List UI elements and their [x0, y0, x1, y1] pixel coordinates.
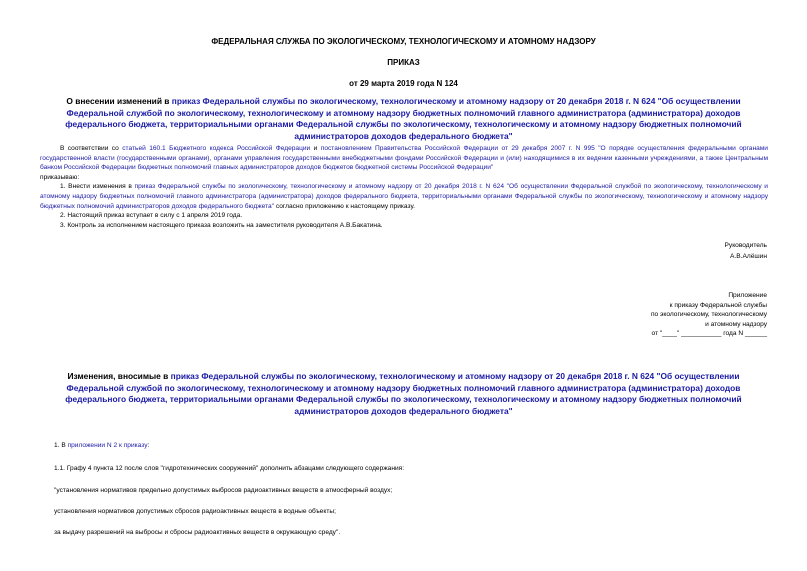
- government-decree-link[interactable]: постановлением Правительства Российской Федерации от 29 декабря 2007 г. N 995 "О порядке осуществления федеральными органами государственной власти (государственными органами), органами управления государственными внебюджетными фондами Российской Федерации и (или) находящимися в их ведении казенными учреждениями, а также Центральным банком Российской Федерации бюджетных полномочий главных администраторов доходов бюджетов бюджетной системы Российской Федерации": [40, 145, 768, 172]
- organization-heading: ФЕДЕРАЛЬНАЯ СЛУЖБА ПО ЭКОЛОГИЧЕСКОМУ, ТЕХНОЛОГИЧЕСКОМУ И АТОМНОМУ НАДЗОРУ: [211, 37, 596, 46]
- item-2: 2. Настоящий приказ вступает в силу с 1 апреля 2019 года.: [60, 212, 243, 220]
- signer-role: Руководитель: [724, 242, 767, 249]
- item-3: 3. Контроль за исполнением настоящего приказа возложить на заместителя руководителя А.В.Бакатина.: [60, 221, 383, 229]
- item-1-text: 1. Внести изменения в: [60, 183, 135, 191]
- change-item-1-1: 1.1. Графу 4 пункта 12 после слов "гидротехнических сооружений" дополнить абзацами следующего содержания:: [54, 465, 405, 472]
- annex-header: [651, 291, 767, 339]
- budget-code-link[interactable]: статьей 160.1 Бюджетного кодекса Российской Федерации: [122, 145, 311, 152]
- annex-line: к приказу Федеральной службы: [669, 301, 767, 309]
- annex-line: по экологическому, технологическому: [650, 311, 767, 319]
- annex-line: Приложение: [728, 292, 767, 299]
- annex-line: от "____" ___________ года N ______: [651, 330, 767, 338]
- signer-name: А.В.Алёшин: [730, 253, 767, 260]
- annex-title-prefix: Изменения, вносимые в: [67, 371, 171, 381]
- change-item-1-text: 1. В: [54, 442, 68, 449]
- preamble-text: и: [310, 145, 321, 152]
- item-1-order-link[interactable]: приказ Федеральной службы по экологическому, технологическому и атомному надзору от 20 декабря 2018 г. N 624 "Об осуществлении Федеральной службой по экологическому, технологическому и атомному надзору бюджетных полномочий главного администратора (администратора) доходов федерального бюджета, территориальными органами Федеральной службы по экологическому, технологическому и атомному надзору бюджетных полномочий администраторов доходов федерального бюджета": [40, 183, 768, 210]
- document-date-number: от 29 марта 2019 года N 124: [349, 79, 458, 88]
- signature-block: [725, 240, 767, 262]
- item-1-text-end: согласно приложению к настоящему приказу.: [274, 202, 415, 210]
- change-paragraph: за выдачу разрешений на выбросы и сбросы радиоактивных веществ в окружающую среду".: [54, 529, 341, 536]
- preamble-paragraph: [40, 144, 768, 173]
- annex-title: [40, 371, 767, 417]
- orders-label: приказываю:: [40, 173, 80, 181]
- title-prefix: О внесении изменений в: [66, 96, 172, 106]
- change-paragraph: установления нормативов допустимых сбросов радиоактивных веществ в водные объекты;: [54, 508, 336, 515]
- document-title: [40, 96, 767, 142]
- document-body: [40, 144, 768, 230]
- preamble-text: В соответствии со: [60, 145, 123, 152]
- document-type: ПРИКАЗ: [387, 58, 420, 67]
- change-paragraph: "установления нормативов предельно допустимых выбросов радиоактивных веществ в атмосферный воздух;: [54, 487, 393, 494]
- title-order-link[interactable]: приказ Федеральной службы по экологическому, технологическому и атомному надзору от 20 декабря 2018 г. N 624 "Об осуществлении Федеральной службой по экологическому, технологическому и атомному надзору бюджетных полномочий главного администратора (администратора) доходов федерального бюджета, территориальными органами Федеральной службы по экологическому, технологическому и атомному надзору бюджетных полномочий администраторов доходов федерального бюджета": [65, 96, 742, 141]
- item-1: [40, 182, 768, 211]
- annex-title-order-link[interactable]: приказ Федеральной службы по экологическому, технологическому и атомному надзору от 20 декабря 2018 г. N 624 "Об осуществлении Федеральной службой по экологическому, технологическому и атомному надзору бюджетных полномочий главного администратора (администратора) доходов федерального бюджета, территориальными органами Федеральной службы по экологическому, технологическому и атомному надзору бюджетных полномочий администраторов доходов федерального бюджета": [65, 371, 742, 416]
- annex-line: и атомному надзору: [705, 320, 767, 328]
- change-item-1: [54, 442, 149, 449]
- change-item-1-colon: :: [147, 442, 150, 449]
- annex-2-link[interactable]: приложении N 2 к приказу: [67, 442, 148, 449]
